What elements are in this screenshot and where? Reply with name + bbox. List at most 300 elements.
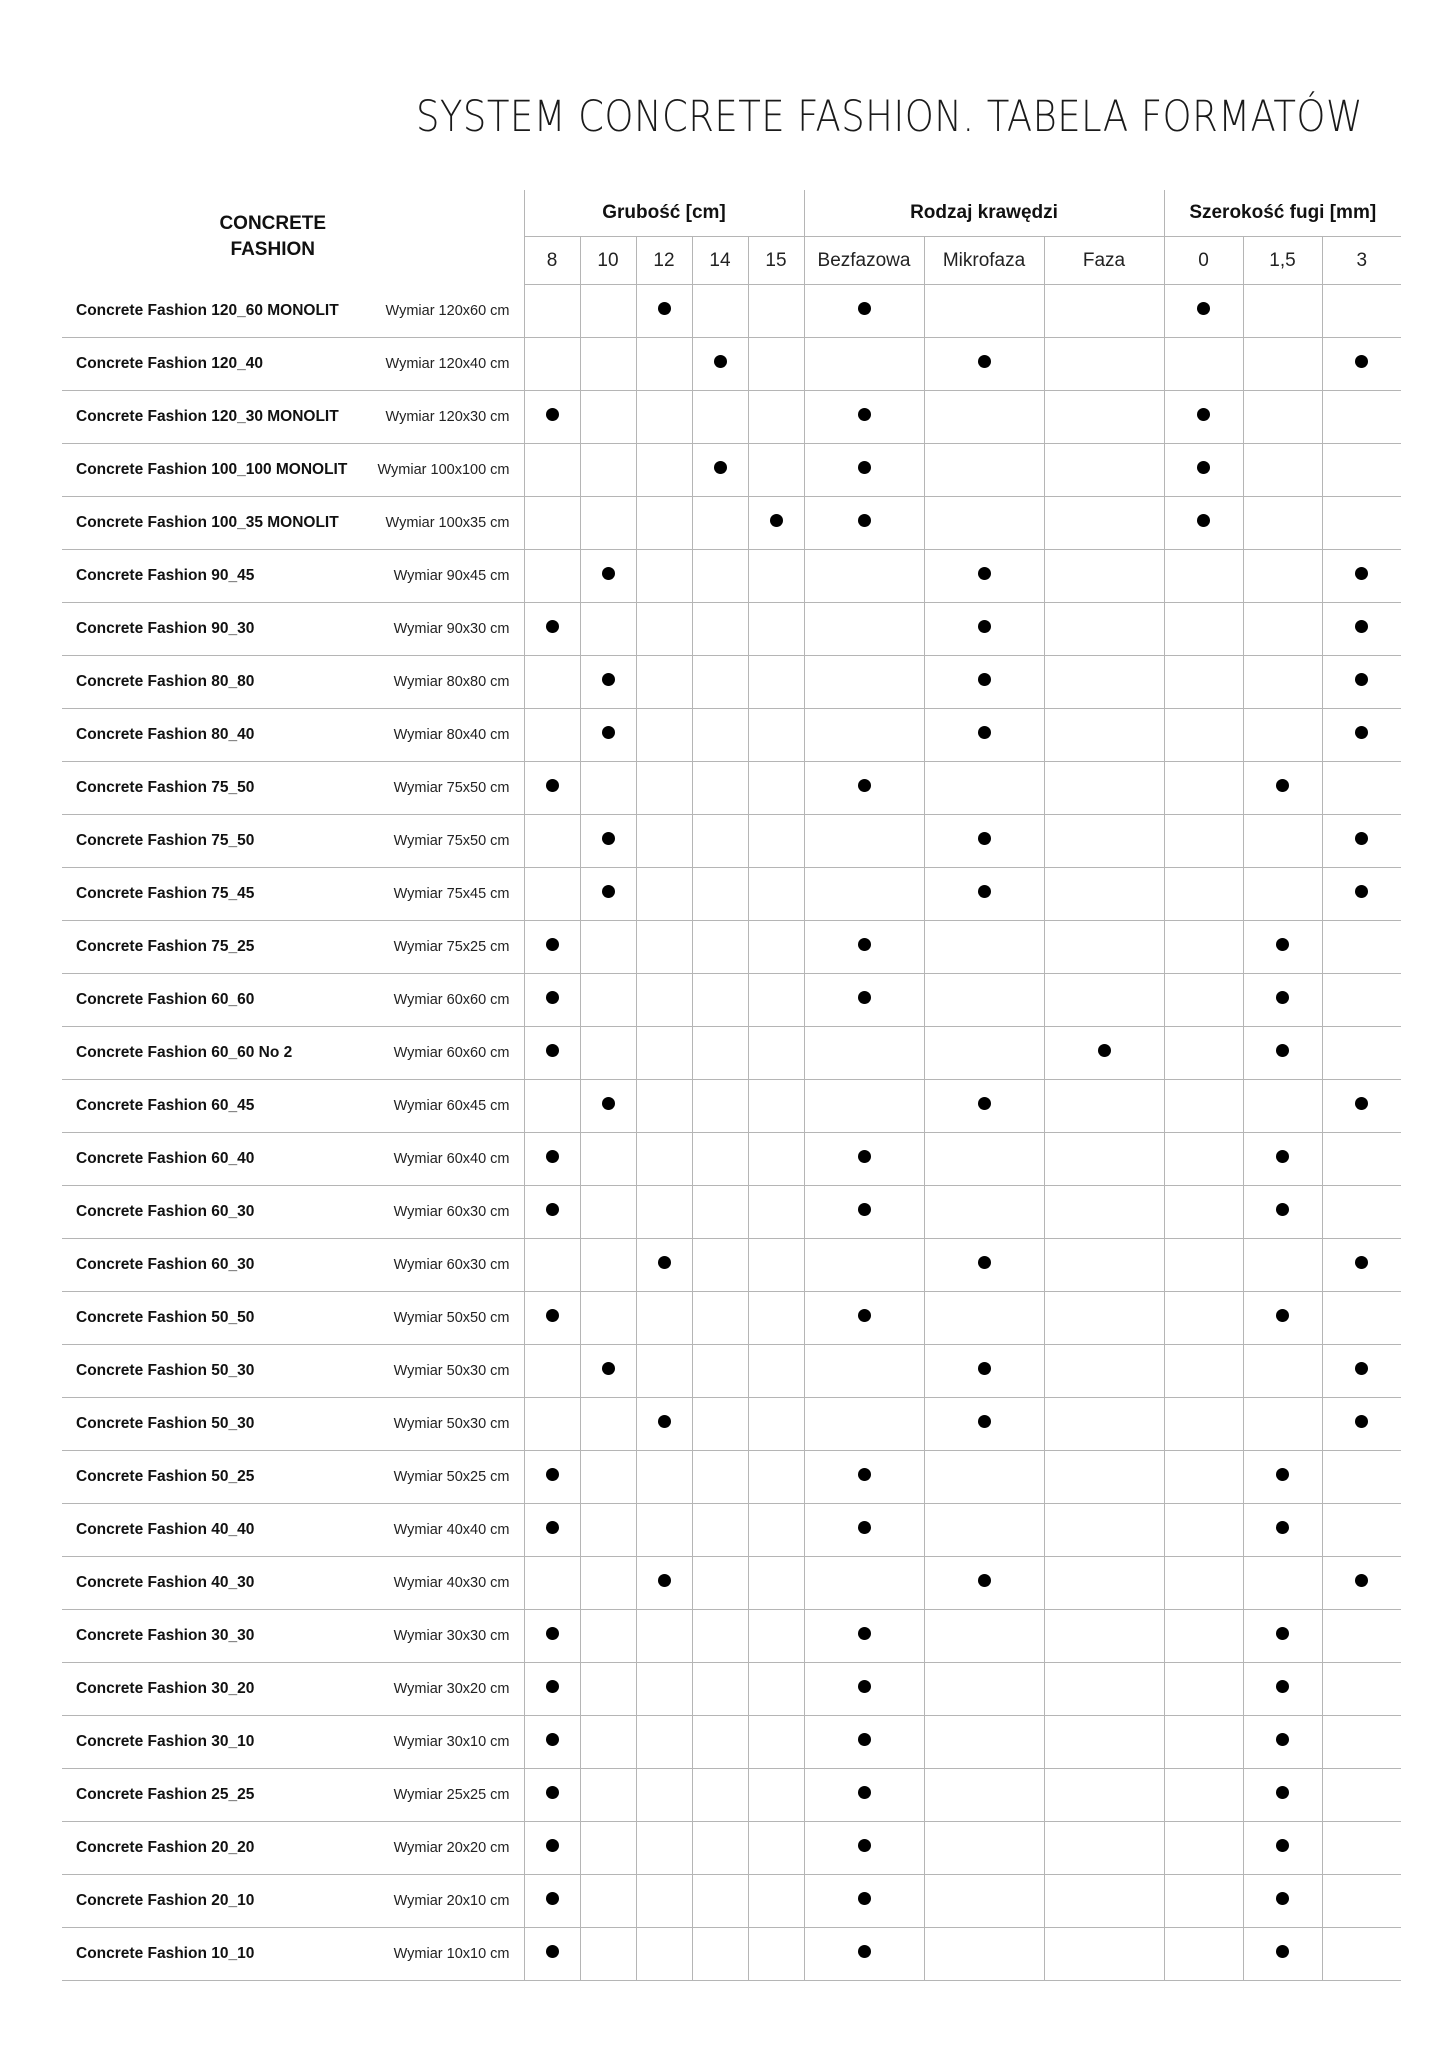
matrix-cell — [748, 1663, 804, 1716]
product-name: Concrete Fashion 80_80 — [76, 673, 255, 690]
product-dimension: Wymiar 75x50 cm — [393, 780, 510, 796]
product-cell — [62, 550, 524, 603]
matrix-cell — [804, 1875, 924, 1928]
matrix-cell — [1164, 1186, 1243, 1239]
matrix-cell — [1044, 1451, 1164, 1504]
matrix-cell — [524, 815, 580, 868]
column-header: Faza — [1044, 237, 1164, 285]
matrix-cell — [1243, 1080, 1322, 1133]
product-cell — [62, 1769, 524, 1822]
matrix-cell — [1164, 1292, 1243, 1345]
matrix-cell — [1322, 1716, 1401, 1769]
table-row — [62, 1027, 1401, 1080]
matrix-cell — [1044, 1292, 1164, 1345]
product-dimension: Wymiar 40x40 cm — [393, 1522, 510, 1538]
matrix-cell — [524, 656, 580, 709]
matrix-cell — [1243, 497, 1322, 550]
product-cell — [62, 921, 524, 974]
matrix-cell — [1243, 444, 1322, 497]
matrix-cell — [1044, 1080, 1164, 1133]
matrix-cell — [580, 285, 636, 338]
table-row — [62, 974, 1401, 1027]
product-name: Concrete Fashion 60_30 — [76, 1203, 255, 1220]
matrix-cell — [1164, 1822, 1243, 1875]
bullet-icon — [602, 1362, 615, 1375]
product-name: Concrete Fashion 50_30 — [76, 1415, 255, 1432]
matrix-cell — [924, 550, 1044, 603]
matrix-cell — [1243, 921, 1322, 974]
product-dimension: Wymiar 75x45 cm — [393, 886, 510, 902]
matrix-cell — [1322, 868, 1401, 921]
bullet-icon — [978, 1256, 991, 1269]
matrix-cell — [924, 1504, 1044, 1557]
matrix-cell — [1322, 1557, 1401, 1610]
bullet-icon — [978, 1362, 991, 1375]
matrix-cell — [524, 603, 580, 656]
matrix-cell — [636, 1292, 692, 1345]
bullet-icon — [1276, 1839, 1289, 1852]
bullet-icon — [1355, 726, 1368, 739]
bullet-icon — [978, 832, 991, 845]
matrix-cell — [804, 550, 924, 603]
matrix-cell — [924, 1663, 1044, 1716]
matrix-cell — [580, 709, 636, 762]
bullet-icon — [546, 1309, 559, 1322]
bullet-icon — [1276, 1945, 1289, 1958]
column-header: 1,5 — [1243, 237, 1322, 285]
product-cell — [62, 815, 524, 868]
matrix-cell — [1044, 1875, 1164, 1928]
matrix-cell — [1322, 974, 1401, 1027]
bullet-icon — [1276, 991, 1289, 1004]
matrix-cell — [524, 1292, 580, 1345]
bullet-icon — [1355, 1362, 1368, 1375]
matrix-cell — [1243, 762, 1322, 815]
product-cell — [62, 656, 524, 709]
format-table — [62, 190, 1401, 1981]
matrix-cell — [1243, 656, 1322, 709]
column-header: 3 — [1322, 237, 1401, 285]
product-name: Concrete Fashion 75_50 — [76, 832, 255, 849]
table-row — [62, 1663, 1401, 1716]
bullet-icon — [1355, 673, 1368, 686]
bullet-icon — [978, 1097, 991, 1110]
matrix-cell — [1044, 709, 1164, 762]
matrix-cell — [580, 1663, 636, 1716]
product-cell — [62, 1186, 524, 1239]
matrix-cell — [1164, 815, 1243, 868]
matrix-cell — [804, 1663, 924, 1716]
bullet-icon — [658, 1415, 671, 1428]
product-name: Concrete Fashion 100_35 MONOLIT — [76, 514, 339, 531]
matrix-cell — [524, 762, 580, 815]
bullet-icon — [1197, 302, 1210, 315]
matrix-cell — [1322, 603, 1401, 656]
product-cell — [62, 1345, 524, 1398]
matrix-cell — [636, 1186, 692, 1239]
product-cell — [62, 1080, 524, 1133]
matrix-cell — [924, 815, 1044, 868]
matrix-cell — [524, 1875, 580, 1928]
matrix-cell — [580, 391, 636, 444]
matrix-cell — [1044, 868, 1164, 921]
matrix-cell — [524, 1133, 580, 1186]
matrix-cell — [804, 1080, 924, 1133]
bullet-icon — [858, 1521, 871, 1534]
product-name: Concrete Fashion 90_45 — [76, 567, 255, 584]
matrix-cell — [804, 603, 924, 656]
matrix-cell — [636, 603, 692, 656]
matrix-cell — [636, 921, 692, 974]
matrix-cell — [580, 1239, 636, 1292]
matrix-cell — [636, 1451, 692, 1504]
bullet-icon — [978, 1574, 991, 1587]
matrix-cell — [580, 550, 636, 603]
matrix-cell — [580, 1398, 636, 1451]
matrix-cell — [1164, 338, 1243, 391]
matrix-cell — [1044, 1769, 1164, 1822]
matrix-cell — [692, 1769, 748, 1822]
matrix-cell — [804, 338, 924, 391]
matrix-cell — [692, 1186, 748, 1239]
matrix-cell — [692, 391, 748, 444]
matrix-cell — [748, 338, 804, 391]
table-row — [62, 1875, 1401, 1928]
matrix-cell — [1243, 1504, 1322, 1557]
product-dimension: Wymiar 25x25 cm — [393, 1787, 510, 1803]
bullet-icon — [1276, 1733, 1289, 1746]
matrix-cell — [804, 1557, 924, 1610]
matrix-cell — [1164, 391, 1243, 444]
matrix-cell — [804, 709, 924, 762]
matrix-cell — [636, 1398, 692, 1451]
matrix-cell — [580, 868, 636, 921]
matrix-cell — [924, 497, 1044, 550]
bullet-icon — [858, 408, 871, 421]
bullet-icon — [770, 514, 783, 527]
matrix-cell — [636, 1027, 692, 1080]
matrix-cell — [1044, 921, 1164, 974]
matrix-cell — [804, 1027, 924, 1080]
matrix-cell — [924, 1716, 1044, 1769]
matrix-cell — [692, 1239, 748, 1292]
column-header: 14 — [692, 237, 748, 285]
product-dimension: Wymiar 60x40 cm — [393, 1151, 510, 1167]
matrix-cell — [804, 1716, 924, 1769]
matrix-cell — [804, 762, 924, 815]
matrix-cell — [1243, 1875, 1322, 1928]
matrix-cell — [748, 444, 804, 497]
product-dimension: Wymiar 30x10 cm — [393, 1734, 510, 1750]
bullet-icon — [658, 1256, 671, 1269]
bullet-icon — [978, 567, 991, 580]
column-header: Mikrofaza — [924, 237, 1044, 285]
matrix-cell — [580, 921, 636, 974]
matrix-cell — [924, 603, 1044, 656]
matrix-cell — [748, 656, 804, 709]
product-name: Concrete Fashion 75_45 — [76, 885, 255, 902]
bullet-icon — [1355, 620, 1368, 633]
product-dimension: Wymiar 120x30 cm — [385, 409, 510, 425]
matrix-cell — [524, 1239, 580, 1292]
matrix-cell — [524, 497, 580, 550]
product-name: Concrete Fashion 10_10 — [76, 1945, 255, 1962]
matrix-cell — [524, 974, 580, 1027]
product-name: Concrete Fashion 120_40 — [76, 355, 263, 372]
bullet-icon — [1276, 1892, 1289, 1905]
matrix-cell — [636, 1822, 692, 1875]
bullet-icon — [602, 726, 615, 739]
matrix-cell — [1164, 1239, 1243, 1292]
table-row — [62, 1186, 1401, 1239]
bullet-icon — [858, 1839, 871, 1852]
matrix-cell — [1322, 497, 1401, 550]
matrix-cell — [524, 709, 580, 762]
matrix-cell — [692, 550, 748, 603]
bullet-icon — [1355, 1256, 1368, 1269]
matrix-cell — [1243, 1928, 1322, 1981]
matrix-cell — [524, 1716, 580, 1769]
product-cell — [62, 709, 524, 762]
product-dimension: Wymiar 60x45 cm — [393, 1098, 510, 1114]
bullet-icon — [978, 885, 991, 898]
bullet-icon — [1276, 1521, 1289, 1534]
matrix-cell — [748, 709, 804, 762]
matrix-cell — [1322, 1875, 1401, 1928]
bullet-icon — [1197, 461, 1210, 474]
matrix-cell — [1044, 1504, 1164, 1557]
product-dimension: Wymiar 50x30 cm — [393, 1363, 510, 1379]
matrix-cell — [748, 974, 804, 1027]
matrix-cell — [692, 444, 748, 497]
product-cell — [62, 1133, 524, 1186]
matrix-cell — [804, 1769, 924, 1822]
matrix-cell — [924, 1610, 1044, 1663]
matrix-cell — [1044, 1239, 1164, 1292]
matrix-cell — [692, 656, 748, 709]
product-name: Concrete Fashion 20_10 — [76, 1892, 255, 1909]
matrix-cell — [804, 1504, 924, 1557]
product-cell — [62, 1504, 524, 1557]
matrix-cell — [924, 1080, 1044, 1133]
matrix-cell — [636, 391, 692, 444]
bullet-icon — [546, 1521, 559, 1534]
bullet-icon — [1276, 1309, 1289, 1322]
matrix-cell — [1164, 1080, 1243, 1133]
product-cell — [62, 1875, 524, 1928]
bullet-icon — [1276, 1150, 1289, 1163]
matrix-cell — [692, 1875, 748, 1928]
product-name: Concrete Fashion 60_45 — [76, 1097, 255, 1114]
matrix-cell — [1243, 974, 1322, 1027]
matrix-cell — [1044, 1398, 1164, 1451]
matrix-cell — [692, 762, 748, 815]
matrix-cell — [636, 815, 692, 868]
matrix-cell — [692, 974, 748, 1027]
matrix-cell — [804, 921, 924, 974]
bullet-icon — [1276, 1044, 1289, 1057]
bullet-icon — [1355, 567, 1368, 580]
product-dimension: Wymiar 40x30 cm — [393, 1575, 510, 1591]
matrix-cell — [1164, 444, 1243, 497]
matrix-cell — [636, 762, 692, 815]
matrix-cell — [1322, 709, 1401, 762]
matrix-cell — [1164, 709, 1243, 762]
matrix-cell — [580, 656, 636, 709]
table-row — [62, 1080, 1401, 1133]
bullet-icon — [546, 1044, 559, 1057]
product-cell — [62, 1716, 524, 1769]
matrix-cell — [580, 1504, 636, 1557]
matrix-cell — [748, 497, 804, 550]
matrix-cell — [580, 1345, 636, 1398]
matrix-cell — [636, 1345, 692, 1398]
bullet-icon — [546, 1733, 559, 1746]
matrix-cell — [1164, 656, 1243, 709]
table-row — [62, 285, 1401, 338]
product-name: Concrete Fashion 60_60 No 2 — [76, 1044, 293, 1061]
column-header: 0 — [1164, 237, 1243, 285]
table-row — [62, 1557, 1401, 1610]
matrix-cell — [804, 1928, 924, 1981]
matrix-cell — [804, 391, 924, 444]
product-dimension: Wymiar 20x20 cm — [393, 1840, 510, 1856]
matrix-cell — [524, 868, 580, 921]
matrix-cell — [580, 603, 636, 656]
matrix-cell — [924, 1928, 1044, 1981]
matrix-cell — [748, 1133, 804, 1186]
table-row — [62, 1504, 1401, 1557]
bullet-icon — [1276, 779, 1289, 792]
matrix-cell — [1164, 1557, 1243, 1610]
matrix-cell — [692, 1663, 748, 1716]
bullet-icon — [978, 620, 991, 633]
matrix-cell — [1322, 815, 1401, 868]
matrix-cell — [804, 868, 924, 921]
product-cell — [62, 285, 524, 338]
matrix-cell — [636, 1769, 692, 1822]
matrix-cell — [580, 444, 636, 497]
bullet-icon — [978, 355, 991, 368]
matrix-cell — [924, 1769, 1044, 1822]
matrix-cell — [1044, 1663, 1164, 1716]
matrix-cell — [748, 1398, 804, 1451]
bullet-icon — [546, 779, 559, 792]
matrix-cell — [804, 656, 924, 709]
brand-line-1: CONCRETE — [219, 213, 327, 235]
matrix-cell — [804, 815, 924, 868]
product-cell — [62, 603, 524, 656]
matrix-cell — [804, 1398, 924, 1451]
matrix-cell — [1044, 1557, 1164, 1610]
matrix-cell — [804, 1822, 924, 1875]
matrix-cell — [692, 1451, 748, 1504]
matrix-cell — [924, 285, 1044, 338]
matrix-cell — [1044, 391, 1164, 444]
product-cell — [62, 1928, 524, 1981]
bullet-icon — [978, 1415, 991, 1428]
matrix-cell — [692, 921, 748, 974]
table-body — [62, 285, 1401, 1981]
bullet-icon — [858, 302, 871, 315]
matrix-cell — [1322, 1504, 1401, 1557]
matrix-cell — [924, 974, 1044, 1027]
product-cell — [62, 1663, 524, 1716]
matrix-cell — [924, 921, 1044, 974]
matrix-cell — [1164, 974, 1243, 1027]
matrix-cell — [1322, 1398, 1401, 1451]
matrix-cell — [1164, 1345, 1243, 1398]
matrix-cell — [636, 656, 692, 709]
matrix-cell — [692, 709, 748, 762]
product-name: Concrete Fashion 50_50 — [76, 1309, 255, 1326]
matrix-cell — [804, 1345, 924, 1398]
matrix-cell — [1044, 1822, 1164, 1875]
matrix-cell — [1243, 1451, 1322, 1504]
bullet-icon — [546, 1892, 559, 1905]
bullet-icon — [546, 408, 559, 421]
matrix-cell — [692, 338, 748, 391]
matrix-cell — [636, 444, 692, 497]
matrix-cell — [1044, 1186, 1164, 1239]
matrix-cell — [804, 444, 924, 497]
matrix-cell — [924, 1292, 1044, 1345]
matrix-cell — [524, 391, 580, 444]
matrix-cell — [692, 1504, 748, 1557]
matrix-cell — [692, 1716, 748, 1769]
bullet-icon — [1355, 1097, 1368, 1110]
bullet-icon — [858, 1203, 871, 1216]
matrix-cell — [924, 444, 1044, 497]
matrix-cell — [636, 1557, 692, 1610]
matrix-cell — [1044, 1133, 1164, 1186]
bullet-icon — [1197, 514, 1210, 527]
matrix-cell — [636, 1610, 692, 1663]
matrix-cell — [636, 1080, 692, 1133]
product-dimension: Wymiar 80x80 cm — [393, 674, 510, 690]
bullet-icon — [546, 1786, 559, 1799]
matrix-cell — [1164, 1928, 1243, 1981]
matrix-cell — [524, 1769, 580, 1822]
bullet-icon — [1098, 1044, 1111, 1057]
matrix-cell — [524, 1663, 580, 1716]
product-cell — [62, 762, 524, 815]
bullet-icon — [1355, 1415, 1368, 1428]
product-dimension: Wymiar 60x60 cm — [393, 1045, 510, 1061]
product-dimension: Wymiar 10x10 cm — [393, 1946, 510, 1962]
matrix-cell — [1044, 285, 1164, 338]
matrix-cell — [692, 1027, 748, 1080]
bullet-icon — [858, 938, 871, 951]
product-name: Concrete Fashion 30_20 — [76, 1680, 255, 1697]
matrix-cell — [1322, 1186, 1401, 1239]
product-cell — [62, 1610, 524, 1663]
table-row — [62, 1292, 1401, 1345]
matrix-cell — [1322, 762, 1401, 815]
matrix-cell — [636, 709, 692, 762]
matrix-cell — [1044, 444, 1164, 497]
matrix-cell — [924, 762, 1044, 815]
matrix-cell — [924, 1345, 1044, 1398]
matrix-cell — [1243, 1557, 1322, 1610]
matrix-cell — [748, 550, 804, 603]
product-name: Concrete Fashion 60_40 — [76, 1150, 255, 1167]
product-dimension: Wymiar 60x60 cm — [393, 992, 510, 1008]
matrix-cell — [1164, 1027, 1243, 1080]
matrix-cell — [804, 1610, 924, 1663]
matrix-cell — [1044, 1345, 1164, 1398]
matrix-cell — [1164, 497, 1243, 550]
